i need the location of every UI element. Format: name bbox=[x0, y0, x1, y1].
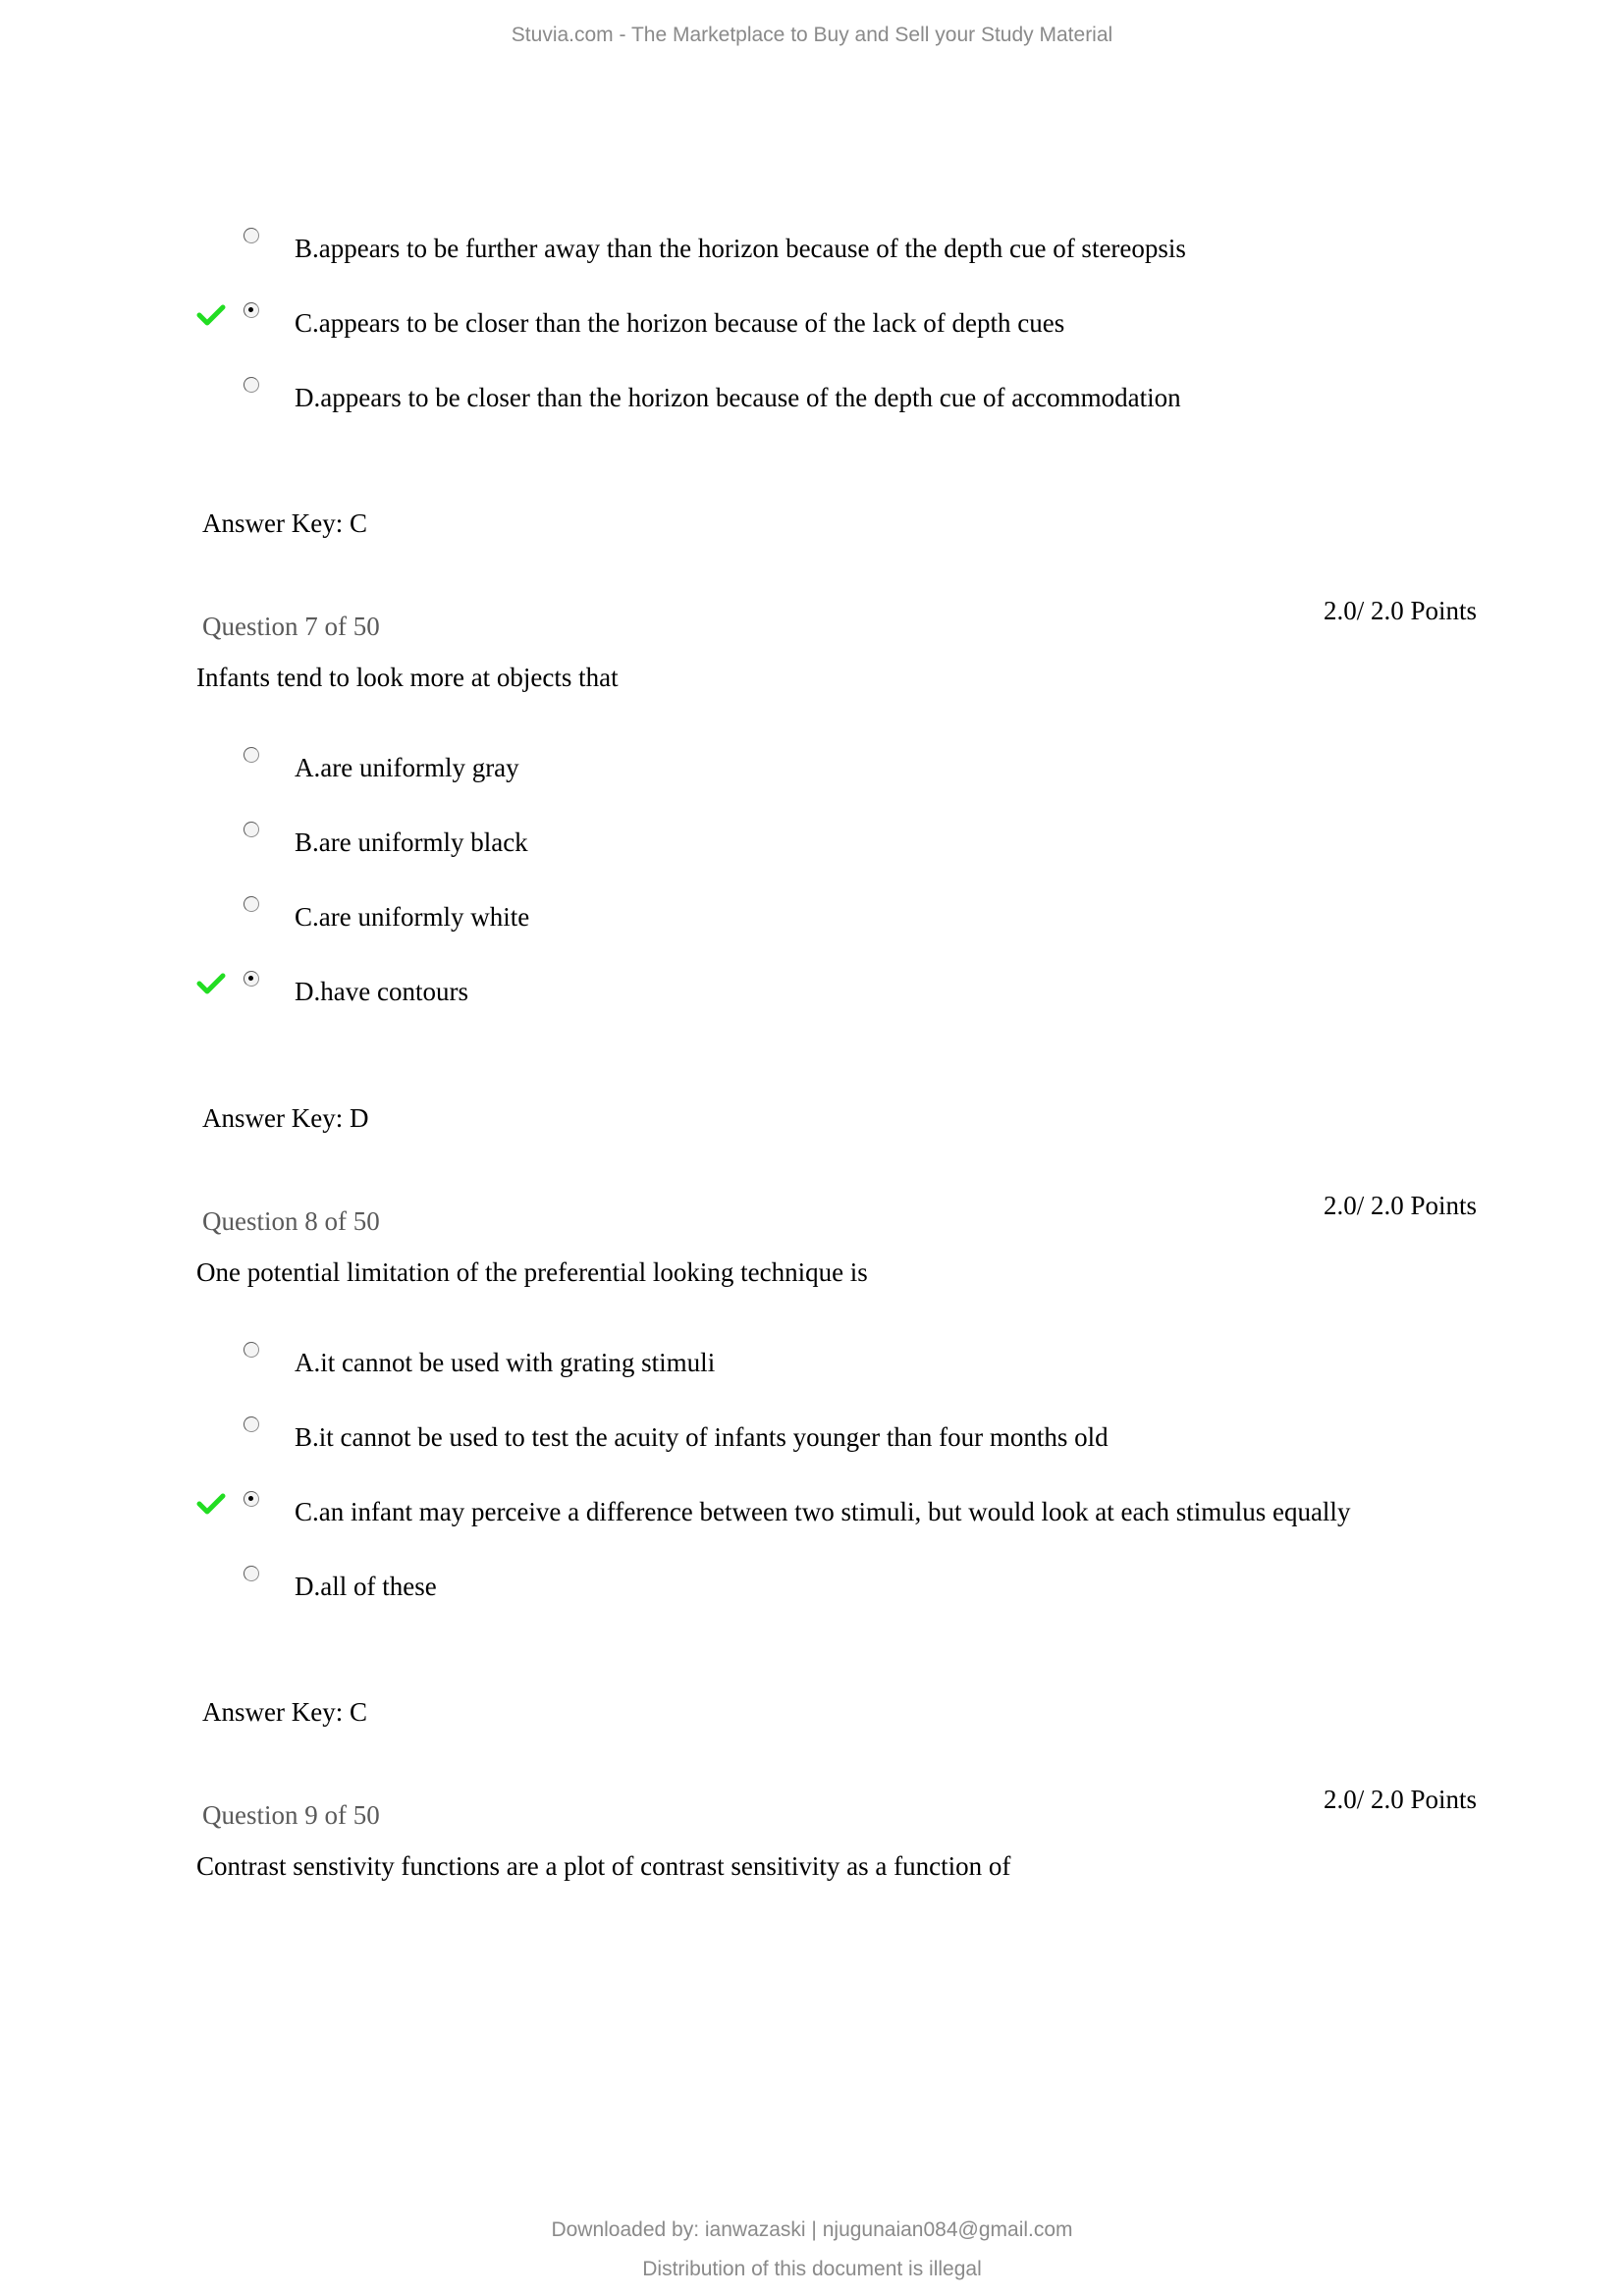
page-header: Stuvia.com - The Marketplace to Buy and Sell your Study Material bbox=[511, 24, 1113, 46]
q7-option-d[interactable] bbox=[196, 977, 1473, 1034]
q7-points: 2.0/ 2.0 Points bbox=[1323, 596, 1477, 625]
option-label: D.appears to be closer than the horizon because of the depth cue of accommodation bbox=[295, 383, 1181, 412]
correct-check-icon bbox=[196, 971, 226, 996]
q7-number: Question 7 of 50 bbox=[202, 612, 380, 641]
option-label: D.have contours bbox=[295, 977, 468, 1006]
option-label: B.it cannot be used to test the acuity of infants younger than four months old bbox=[295, 1422, 1109, 1452]
q7-option-c[interactable] bbox=[196, 902, 1473, 959]
q7-answer-key: Answer Key: D bbox=[202, 1103, 369, 1133]
option-label: C.an infant may perceive a difference between two stimuli, but would look at each stimulus equally bbox=[295, 1497, 1351, 1526]
radio-button-selected-icon[interactable] bbox=[244, 971, 259, 987]
radio-button-selected-icon[interactable] bbox=[244, 302, 259, 318]
option-label: A.are uniformly gray bbox=[295, 753, 519, 782]
q8-option-c[interactable] bbox=[196, 1497, 1473, 1554]
q9-points: 2.0/ 2.0 Points bbox=[1323, 1785, 1477, 1814]
radio-button-icon[interactable] bbox=[244, 1566, 259, 1581]
q7-option-a[interactable] bbox=[196, 753, 1473, 810]
q6-answer-key: Answer Key: C bbox=[202, 508, 367, 538]
option-label: B.appears to be further away than the horizon because of the depth cue of stereopsis bbox=[295, 234, 1186, 263]
radio-button-icon[interactable] bbox=[244, 228, 259, 243]
correct-check-icon bbox=[196, 1491, 226, 1517]
q7-question-text: Infants tend to look more at objects that bbox=[196, 663, 619, 692]
q8-answer-key: Answer Key: C bbox=[202, 1697, 367, 1727]
q8-option-b[interactable] bbox=[196, 1422, 1473, 1479]
q6-option-c[interactable] bbox=[196, 308, 1473, 365]
footer-distribution-notice: Distribution of this document is illegal bbox=[642, 2258, 982, 2280]
radio-button-selected-icon[interactable] bbox=[244, 1491, 259, 1507]
radio-button-icon[interactable] bbox=[244, 747, 259, 763]
q6-option-b[interactable] bbox=[196, 234, 1473, 291]
option-label: C.are uniformly white bbox=[295, 902, 530, 932]
radio-button-icon[interactable] bbox=[244, 1342, 259, 1358]
radio-button-icon[interactable] bbox=[244, 377, 259, 393]
q9-question-text: Contrast senstivity functions are a plot of contrast sensitivity as a function of bbox=[196, 1851, 1011, 1881]
option-label: D.all of these bbox=[295, 1572, 437, 1601]
q9-number: Question 9 of 50 bbox=[202, 1800, 380, 1830]
q8-points: 2.0/ 2.0 Points bbox=[1323, 1191, 1477, 1220]
radio-button-icon[interactable] bbox=[244, 1416, 259, 1432]
q8-question-text: One potential limitation of the preferential looking technique is bbox=[196, 1257, 868, 1287]
q8-number: Question 8 of 50 bbox=[202, 1206, 380, 1236]
option-label: C.appears to be closer than the horizon because of the lack of depth cues bbox=[295, 308, 1065, 338]
q8-option-a[interactable] bbox=[196, 1348, 1473, 1405]
footer-downloaded-by: Downloaded by: ianwazaski | njugunaian084@gmail.com bbox=[551, 2218, 1073, 2241]
q7-option-b[interactable] bbox=[196, 828, 1473, 884]
radio-button-icon[interactable] bbox=[244, 822, 259, 837]
option-label: A.it cannot be used with grating stimuli bbox=[295, 1348, 716, 1377]
radio-button-icon[interactable] bbox=[244, 896, 259, 912]
correct-check-icon bbox=[196, 302, 226, 328]
q6-option-d[interactable] bbox=[196, 383, 1473, 440]
q8-option-d[interactable] bbox=[196, 1572, 1473, 1629]
option-label: B.are uniformly black bbox=[295, 828, 528, 857]
